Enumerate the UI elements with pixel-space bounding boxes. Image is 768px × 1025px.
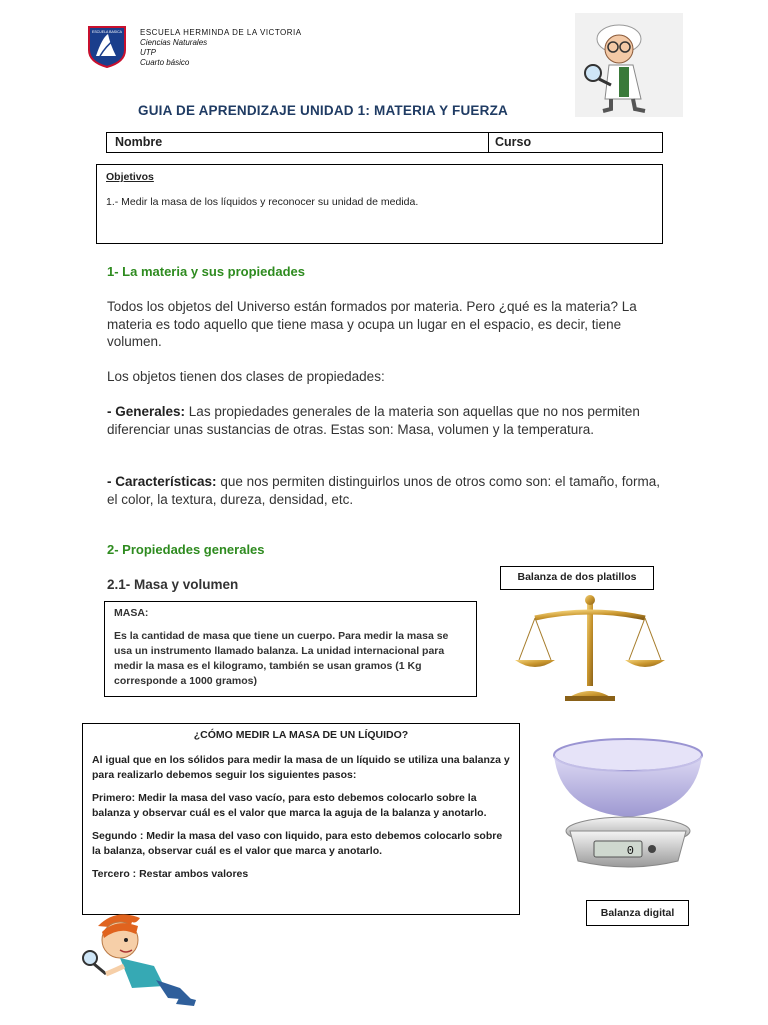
school-shield-icon: [88, 26, 126, 68]
school-logo: [88, 26, 126, 68]
grade-name: Cuarto básico: [140, 58, 190, 67]
course-field[interactable]: Curso: [495, 135, 532, 149]
caracteristicas-text: que nos permiten distinguirlos unos de otros como son: el tamaño, forma, el color, la textura, dureza, densidad, etc.: [107, 474, 661, 507]
objectives-box: [96, 164, 663, 244]
liquid-box-intro: Al igual que en los sólidos para medir la masa de un líquido se utiliza una balanza y para realizarlo debemos seguir los siguientes pasos:: [92, 754, 510, 781]
unit-name: UTP: [140, 48, 156, 57]
liquid-mass-box: [82, 723, 520, 915]
name-field[interactable]: Nombre: [107, 133, 489, 152]
balance-scale-illustration: [505, 592, 675, 704]
generales-text: Las propiedades generales de la materia son aquellas que no nos permiten diferenciar unas sustancias de otras. Estas son: Masa, volumen y la temperatura.: [107, 404, 640, 437]
section2-heading: 2- Propiedades generales: [107, 542, 265, 557]
objective-item: 1.- Medir la masa de los líquidos y reconocer su unidad de medida.: [106, 196, 419, 208]
section1-para2: Los objetos tienen dos clases de propiedades:: [107, 369, 385, 384]
school-header: [140, 28, 302, 68]
masa-text: Es la cantidad de masa que tiene un cuerpo. Para medir la masa se usa un instrumento llamado balanza. La unidad internacional para medir la masa es el kilogramo, también se usan gramos (1 Kg corresponde a 1000 gramos): [114, 630, 449, 687]
scientist-illustration: [575, 13, 683, 117]
objectives-heading: Objetivos: [106, 171, 154, 183]
balanza-platillos-label: Balanza de dos platillos: [500, 566, 654, 590]
generales-paragraph: [107, 403, 667, 438]
generales-label: - Generales:: [107, 404, 186, 419]
school-name: ESCUELA HERMINDA DE LA VICTORIA: [140, 28, 302, 37]
masa-box: [104, 601, 477, 697]
section1-para1: Todos los objetos del Universo están formados por materia. Pero ¿qué es la materia? La materia es todo aquello que tiene masa y ocupa un lugar en el espacio, es decir, tiene volumen.: [107, 299, 637, 349]
digital-scale-illustration: [548, 733, 708, 873]
kid-magnifier-illustration: [76, 910, 206, 1020]
balance-scale-icon: [505, 592, 675, 704]
section1-heading: 1- La materia y sus propiedades: [107, 264, 305, 279]
masa-title: MASA:: [114, 607, 149, 619]
page-title: GUIA DE APRENDIZAJE UNIDAD 1: MATERIA Y FUERZA: [138, 103, 508, 118]
liquid-box-heading: ¿CÓMO MEDIR LA MASA DE UN LÍQUIDO?: [193, 729, 409, 741]
svg-text:0: 0: [626, 844, 634, 858]
liquid-box-step2: Segundo : Medir la masa del vaso con liquido, para esto debemos colocarlo sobre la balanza, observar cuál es el valor que marca y anotarlo.: [92, 830, 503, 857]
balanza-digital-label: Balanza digital: [586, 900, 689, 926]
section2-subheading: 2.1- Masa y volumen: [107, 577, 239, 592]
name-course-table: [106, 132, 663, 153]
digital-scale-icon: [548, 733, 708, 873]
liquid-box-step1: Primero: Medir la masa del vaso vacío, para esto debemos colocarlo sobre la balanza y observar cuál es el valor que marca la aguja de la balanza y anotarlo.: [92, 792, 487, 819]
svg-text:ESCUELA BASICA: ESCUELA BASICA: [92, 30, 122, 34]
subject-name: Ciencias Naturales: [140, 38, 208, 47]
caracteristicas-paragraph: [107, 473, 667, 508]
caracteristicas-label: - Características:: [107, 474, 217, 489]
liquid-box-step3: Tercero : Restar ambos valores: [92, 868, 249, 880]
